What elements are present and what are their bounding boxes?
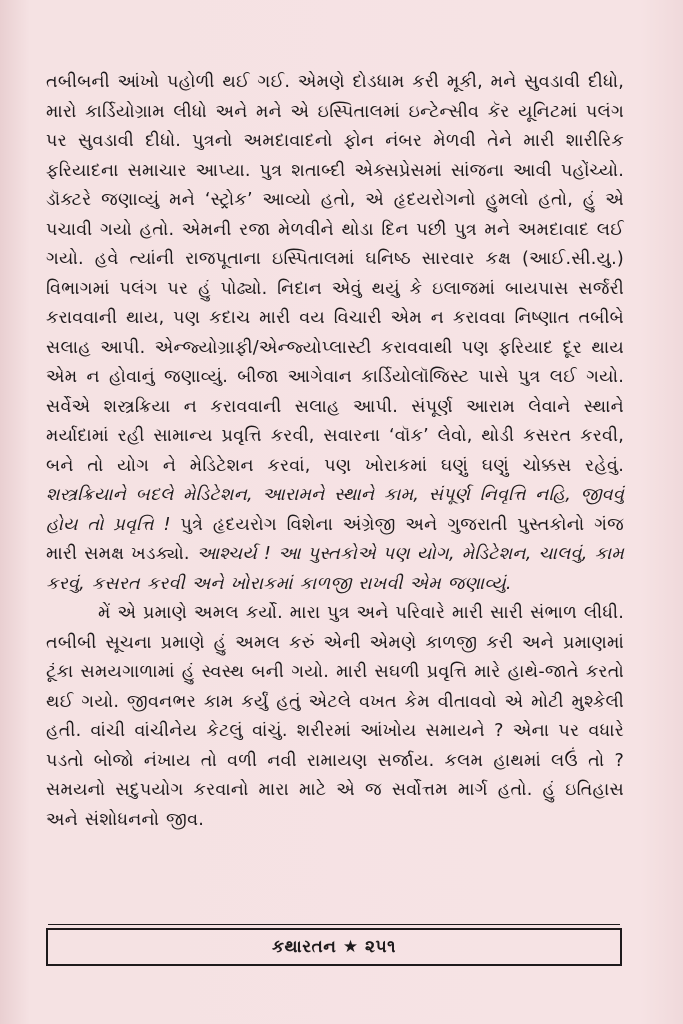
paragraph-1-italic-quote: શસ્ત્રક્રિયાને બદલે મેડિટેશન, આરામને સ્થાને કામ, સંપૂર્ણ નિવૃત્તિ નહિ, જીવવું હોય તો પ્રવૃત્તિ ! [46,485,624,535]
paragraph-1-italic-conclusion: આશ્ચર્ય ! આ પુસ્તકોએ પણ યોગ, મેડિટેશન, ચાલવું, કામ કરવું, કસરત કરવી અને ખોરાકમાં કાળજી રાખવી એમ જણાવ્યું. [46,544,625,594]
footer-label: કથારતન ★ ૨૫૧ [272,937,396,957]
paragraph-2 [46,599,624,835]
page-footer [46,928,622,966]
paragraph-1-text-a: તબીબની આંખો પહોળી થઈ ગઈ. એમણે દોડધામ કરી મૂકી, મને સુવડાવી દીધો, મારો કાર્ડિયોગ્રામ લીધો અને મને એ ઇસ્પિતાલમાં ઇન્ટેન્સીવ કૅર યૂનિટમાં પલંગ પર સુવડાવી દીધો. પુત્રનો અમદાવાદનો ફોન નંબર મેળવી તેને મારી શારીરિક ફરિયાદના સમાચાર આપ્યા. પુત્ર શતાબ્દી એક્સપ્રેસમાં સાંજના આવી પહોંચ્યો. ડૉક્ટરે જણાવ્યું મને ‘સ્ટ્રોક’ આવ્યો હતો, એ હૃદયરોગનો હુમલો હતો, હું એ પચાવી ગયો હતો. એમની રજા મેળવીને થોડા દિન પછી પુત્ર મને અમદાવાદ લઈ ગયો. હવે ત્યાંની રાજપૂતાના ઇસ્પિતાલમાં ઘનિષ્ઠ સારવાર કક્ષ (આઈ.સી.યુ.) વિભાગમાં પલંગ પર હું પોઢ્યો. નિદાન એવું થયું કે ઇલાજમાં બાયપાસ સર્જરી કરાવવાની થાય, પણ કદાચ મારી વય વિચારી એમ ન કરાવવા નિષ્ણાત તબીબે સલાહ આપી. એન્જ્યોગ્રાફી/એન્જ્યોપ્લાસ્ટી કરાવવાથી પણ ફરિયાદ દૂર થાય એમ ન હોવાનું જણાવ્યું. બીજા આગેવાન કાર્ડિયોલૉજિસ્ટ પાસે પુત્ર લઈ ગયો. સર્વેએ શસ્ત્રક્રિયા ન કરાવવાની સલાહ આપી. સંપૂર્ણ આરામ લેવાને સ્થાને મર્યાદામાં રહી સામાન્ય પ્રવૃત્તિ કરવી, સવારના ‘વૉક’ લેવો, થોડી કસરત કરવી, બને તો યોગ ને મેડિટેશન કરવાં, પણ ખોરાકમાં ઘણું ઘણું ચોક્કસ રહેવું. [46,72,624,476]
page-body [46,68,624,835]
paragraph-1 [46,68,624,599]
paragraph-2-text: મેં એ પ્રમાણે અમલ કર્યો. મારા પુત્ર અને પરિવારે મારી સારી સંભાળ લીધી. તબીબી સૂચના પ્રમાણે હું અમલ કરું એની એમણે કાળજી કરી અને પ્રમાણમાં ટૂંકા સમયગાળામાં હું સ્વસ્થ બની ગયો. મારી સઘળી પ્રવૃત્તિ મારે હાથે-જાતે કરતો થઈ ગયો. જીવનભર કામ કર્યું હતું એટલે વખત કેમ વીતાવવો એ મોટી મુશ્કેલી હતી. વાંચી વાંચીનેય કેટલું વાંચું. શરીરમાં આંખોય સમાયને ? એના પર વધારે પડતો બોજો નંખાય તો વળી નવી રામાયણ સર્જાય. કલમ હાથમાં લઉં તો ? સમયનો સદુપયોગ કરવાનો મારા માટે એ જ સર્વોત્તમ માર્ગ હતો. હું ઇતિહાસ અને સંશોધનનો જીવ. [46,603,624,830]
paragraph-1-text-c: પુત્રે હૃદયરોગ વિશેના અંગ્રેજી અને ગુજરાતી પુસ્તકોનો ગંજ મારી સમક્ષ ખડક્યો. [46,514,624,564]
